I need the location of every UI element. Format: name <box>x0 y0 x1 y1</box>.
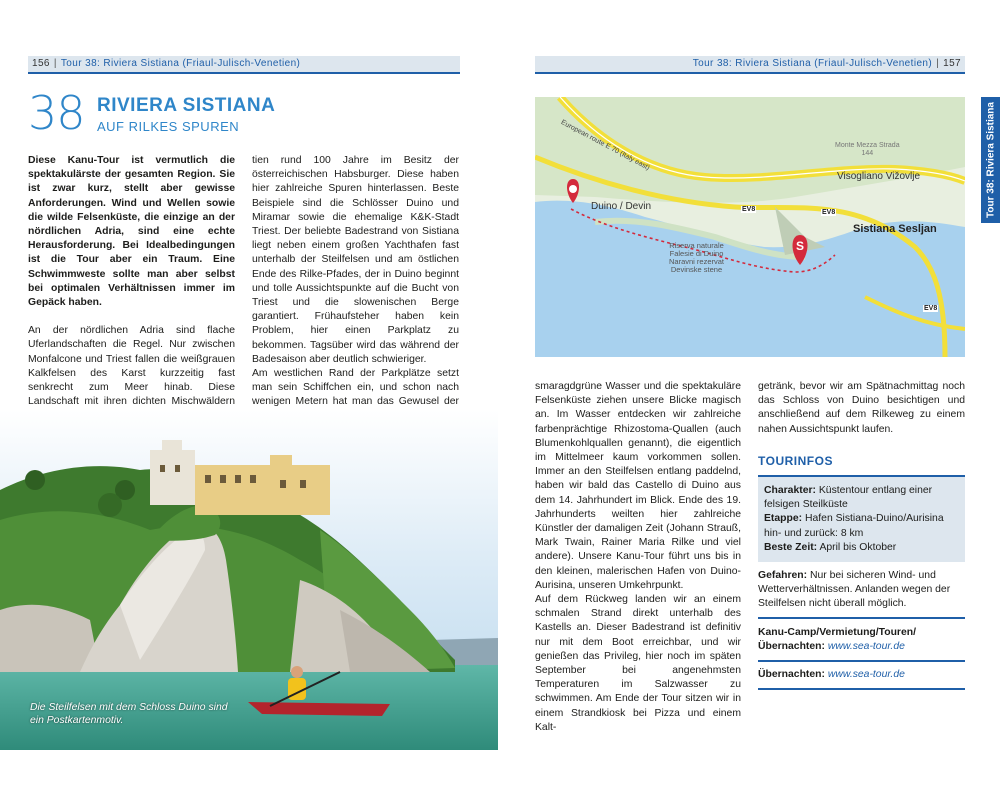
chapter-number: 38 <box>28 86 85 140</box>
chapter-side-tab <box>981 97 1000 223</box>
info-stage: Etappe: Hafen Sistiana-Duino/Aurisina hin- und zurück: 8 km <box>764 513 944 539</box>
page-number-left: 156 <box>32 58 50 69</box>
side-tab-label: Tour 38: Riviera Sistiana <box>985 102 996 218</box>
tourinfos-box <box>758 475 965 562</box>
text-column-2 <box>252 154 459 438</box>
running-header-left <box>28 56 460 74</box>
running-header-title: Tour 38: Riviera Sistiana (Friaul-Julisch-Venetien) <box>692 58 933 69</box>
body-paragraph: An der nördlichen Adria sind flache Uferlandschaften die Regel. Nur zwischen Monfalcone und Triest fallen die weißgrauen Kalkfelsen des Karst kurzzeitig fast senkrecht zum Meer hinab. Diese Landschaft mit ihren dichten Mischwäldern <box>28 325 235 408</box>
start-marker-label: S <box>796 239 805 253</box>
castle-photo <box>0 410 498 750</box>
overnight-link[interactable]: www.sea-tour.de <box>827 669 905 680</box>
divider <box>758 688 965 690</box>
route-european-label: European route E 70 (Italy east) <box>559 119 651 172</box>
info-overnight: Übernachten: www.sea-tour.de <box>758 669 905 680</box>
lead-paragraph: Diese Kanu-Tour ist vermutlich die spektakulärste der gesamten Region. Sie ist zwar kurz, stellt aber gewisse Anforderungen. Wind und Wellen sowie die wilde Felsenküste, die einzige an der nördlichen Adria, sind eine echte Herausforderung. Bei Idealbedingungen ist die Tour aber ein Traum. Eine Schwimmweste sollte man aber selbst bei optimalen Verhältnissen immer im Gepäck haben. <box>28 155 235 309</box>
map-place-sistiana: Sistiana Sesljan <box>853 223 937 235</box>
text-column-3 <box>535 380 741 735</box>
running-header-title: Tour 38: Riviera Sistiana (Friaul-Julisch-Venetien) <box>60 58 301 69</box>
map-road-ev8: EV8 <box>822 209 836 216</box>
right-page <box>500 0 1000 800</box>
text-column-4 <box>758 380 965 437</box>
info-danger: Gefahren: Nur bei sicheren Wind- und Wetterverhältnissen. Anlanden wegen der Steilfelsen nicht überall möglich. <box>758 570 951 610</box>
photo-caption: Die Steilfelsen mit dem Schloss Duino sind ein Postkartenmotiv. <box>30 702 228 726</box>
header-separator: | <box>53 58 57 69</box>
map-mountain-label: Monte Mezza Strada 144 <box>835 142 900 157</box>
chapter-subtitle: AUF RILKES SPUREN <box>97 119 240 134</box>
map-place-duino: Duino / Devin <box>591 201 652 212</box>
chapter-title: RIVIERA SISTIANA <box>97 95 276 116</box>
divider <box>758 617 965 619</box>
page-number-right: 157 <box>943 58 961 69</box>
body-paragraph: tien rund 100 Jahre im Besitz der österreichischen Habsburger. Diese haben hier zahlreiche Spuren hinterlassen. Beste Beispiele sind die Schlösser Duino und Miramar sowie die ehemalige K&K-Stadt Triest. Der beliebte Badestrand von Sistiana liegt neben einem großen Yachthafen fast unterhalb der Steilfelsen und am östlichen Ende des Rilke-Pfades, der in Duino beginnt und tolle Aussichtspunkte auf die Bucht von Triest und die slowenischen Berge garantiert. Frühaufsteher haben kein Problem, hier einen Parkplatz zu bekommen. Tagsüber wird das während der Badesaison aber deutlich schwieriger. <box>252 155 459 365</box>
running-header-right <box>535 56 965 74</box>
body-paragraph: getränk, bevor wir am Spätnachmittag noch das Schloss von Duino besichtigen und anschließend auf dem Rilkeweg zu einem nahen Aussichtspunkt laufen. <box>758 381 965 435</box>
map-reserve-label: Riserva naturale Falesie di Duino Naravni rezervat Devinske stene <box>669 241 725 274</box>
body-paragraph: Auf dem Rückweg landen wir an einem schmalen Strand direkt unterhalb des Kastells an. Dieser Badestrand ist definitiv nur mit dem Boot erreichbar, und wir genießen das Privileg, hier noch im späten September bei angenehmsten Temperaturen im Salzwasser zu schwimmen. Am Ende der Tour sitzen wir in einem Strandkiosk bei Pizza und einem Kalt- <box>535 594 741 733</box>
info-character: Charakter: Küstentour entlang einer felsigen Steilküste <box>764 485 933 511</box>
tourinfos-heading: TOURINFOS <box>758 454 833 468</box>
header-separator: | <box>936 58 940 69</box>
route-map <box>535 97 965 357</box>
body-paragraph: Am westlichen Rand der Parkplätze setzt man sein Schiffchen ein, und schon nach wenigen Metern hat man das Gewusel der <box>252 368 459 408</box>
info-camp: Kanu-Camp/Vermietung/Touren/ Übernachten: www.sea-tour.de <box>758 627 916 653</box>
divider <box>758 660 965 662</box>
map-place-visogliano: Visogliano Vižovlje <box>837 171 921 182</box>
info-season: Beste Zeit: April bis Oktober <box>764 541 897 553</box>
body-paragraph: smaragdgrüne Wasser und die spektakuläre Felsenküste ziehen unsere Blicke magisch an. Im Wasser entdecken wir zahlreiche farbenprächtige Rhizostoma-Quallen (auch Blumenkohlquallen genannt), die eigentlich im Mittelmeer kaum vorkommen sollen. Immer an den Steilfelsen entlang paddelnd, haben wir bald das Castello di Duino aus dem 14. Jahrhundert im Blick. Ende des 19. Jahrhunderts weilten hier zahlreiche Künstler der damaligen Zeit (Johann Strauß, Mark Twain, Rainer Maria Rilke und viel andere). Unsere Kanu-Tour führt uns bis in den kleinen, malerischen Hafen von Duino-Aurisina, unseren Umkehrpunkt. <box>535 381 741 591</box>
map-road-ev8: EV8 <box>924 305 938 312</box>
map-road-ev8: EV8 <box>742 206 756 213</box>
camp-link[interactable]: www.sea-tour.de <box>827 641 905 653</box>
